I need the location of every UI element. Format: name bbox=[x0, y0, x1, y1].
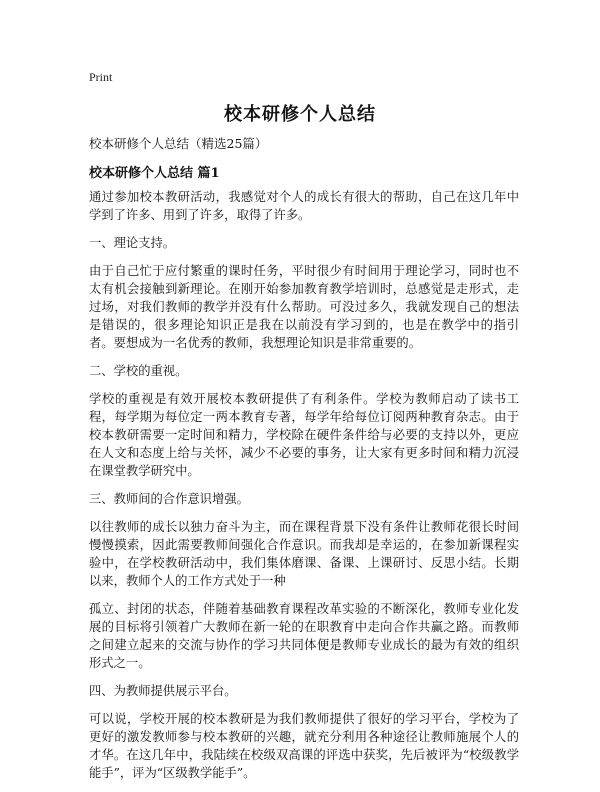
heading-platform: 四、为教师提供展示平台。 bbox=[89, 684, 237, 698]
heading-cooperation: 三、教师间的合作意识增强。 bbox=[89, 492, 249, 506]
document-title: 校本研修个人总结 bbox=[224, 104, 376, 125]
paragraph-cooperation-2: 孤立、封闭的状态，伴随着基础教育课程改革实验的不断深化，教师专业化发展的目标将引领着广大教师在新一轮的在职教育中走向合作共赢之路。而教师之间建立起来的交流与协作的学习共同体便是教师专业成长的最为有效的组织形式之一。 bbox=[89, 602, 519, 670]
paragraph-cooperation-1: 以往教师的成长以独力奋斗为主，而在课程背景下没有条件让教师花很长时间慢慢摸索，因此需要教师间强化合作意识。而我却是幸运的，在参加新课程实验中，在学校教研活动中，我们集体磨课、备课、上课研讨、反思小结。长期以来，教师个人的工作方式处于一种 bbox=[89, 520, 519, 588]
document-subtitle: 校本研修个人总结（精选25篇） bbox=[89, 136, 268, 151]
paragraph-school: 学校的重视是有效开展校本教研提供了有利条件。学校为教师启动了读书工程，每学期为每位定一两本教育专著，每学年给每位订阅两种教育杂志。由于校本教研需要一定时间和精力，学校除在硬件条件给与必要的支持以外，更应在人文和态度上给与关怀，减少不必要的事务，让大家有更多时间和精力沉浸在课堂教学研究中。 bbox=[89, 392, 519, 478]
heading-school: 二、学校的重视。 bbox=[89, 364, 188, 378]
document-body bbox=[89, 188, 519, 792]
paragraph-platform: 可以说，学校开展的校本教研是为我们教师提供了很好的学习平台，学校为了更好的激发教师参与校本教研的兴趣，就充分利用各种途径让教师施展个人的才华。在这几年中，我陆续在校级双高课的评选中获奖，先后被评为“校级教学能手”，评为“区级教学能手”。 bbox=[89, 712, 519, 780]
print-link[interactable]: Print bbox=[89, 70, 113, 84]
intro-paragraph: 通过参加校本教研活动，我感觉对个人的成长有很大的帮助，自己在这几年中学到了许多、用到了许多，取得了许多。 bbox=[89, 190, 519, 222]
heading-theory: 一、理论支持。 bbox=[89, 236, 176, 250]
section-title: 校本研修个人总结 篇1 bbox=[89, 166, 220, 181]
paragraph-theory: 由于自己忙于应付繁重的课时任务，平时很少有时间用于理论学习，同时也不太有机会接触到新理论。在刚开始参加教育教学培训时，总感觉是走形式，走过场，对我们教师的教学并没有什么帮助。可没过多久，我就发现自己的想法是错误的，很多理论知识正是我在以前没有学习到的，也是在教学中的指引者。要想成为一名优秀的教师，我想理论知识是非常重要的。 bbox=[89, 264, 519, 350]
